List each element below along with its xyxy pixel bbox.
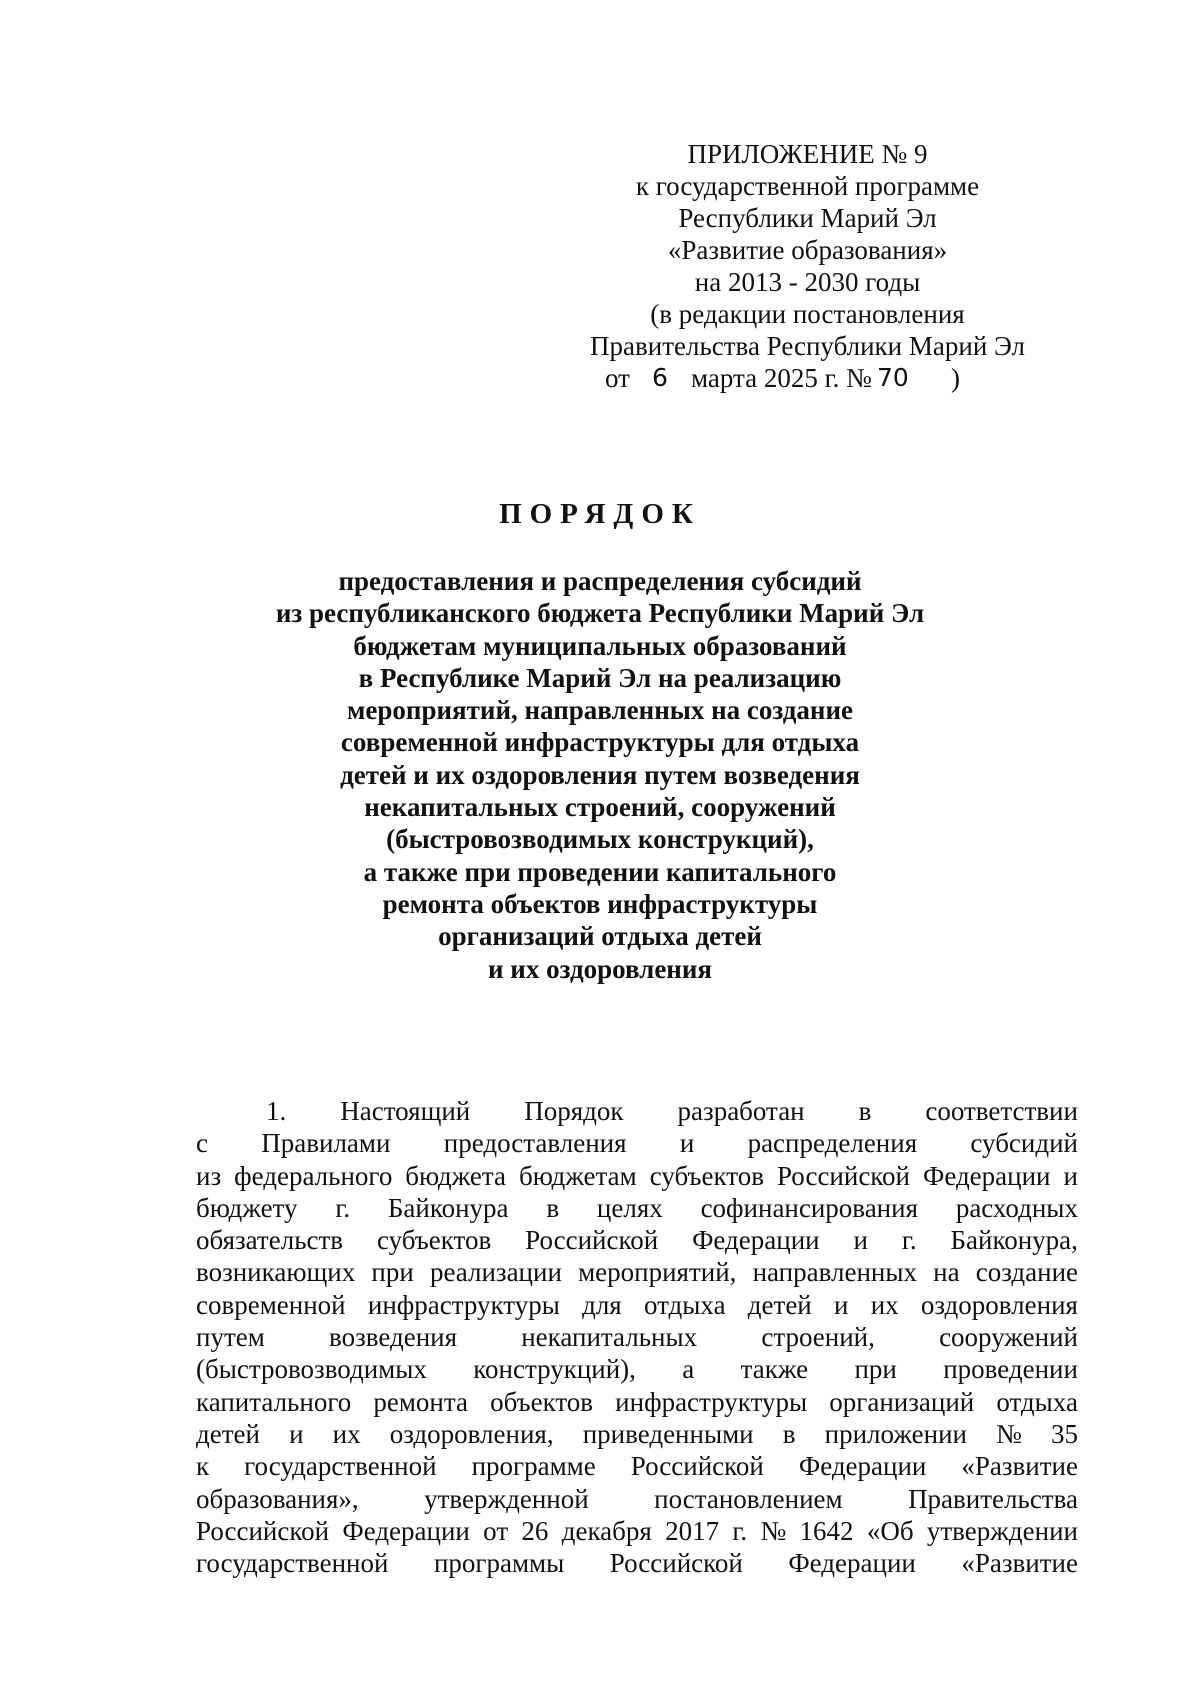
body-word: Федерации <box>922 1160 1051 1191</box>
body-word: соответствии <box>925 1096 1078 1126</box>
body-word: Порядок <box>524 1096 624 1126</box>
body-word: приведенными <box>582 1418 754 1449</box>
body-word: Российской <box>630 1451 764 1482</box>
subtitle-line: современной инфраструктуры для отдыха <box>340 727 860 758</box>
subtitle-line: (быстровозводимых конструкций), <box>386 824 814 855</box>
body-word: г. <box>335 1192 351 1223</box>
body-word: программе <box>471 1451 596 1482</box>
body-word: направленных <box>752 1257 917 1288</box>
subtitle-line: а также при проведении капитального <box>363 856 837 887</box>
body-word: «Об <box>866 1515 914 1546</box>
body-word: при <box>371 1257 414 1288</box>
body-word: бюджетам <box>518 1160 637 1191</box>
body-word: инфраструктуры <box>367 1289 560 1320</box>
subtitle-line: ремонта объектов инфраструктуры <box>382 888 818 919</box>
body-word: приложении <box>824 1418 967 1449</box>
body-word: в <box>782 1418 796 1449</box>
body-word: (быстровозводимых <box>196 1354 427 1385</box>
body-word: оздоровления, <box>389 1418 554 1449</box>
appendix-date-line <box>555 362 1060 394</box>
subtitle-line: и их оздоровления <box>487 953 713 984</box>
body-word: субсидий <box>970 1128 1078 1159</box>
appendix-number: ПРИЛОЖЕНИЕ № 9 <box>687 139 928 169</box>
body-word: в <box>858 1096 872 1126</box>
body-word: Российской <box>196 1515 330 1546</box>
body-word: Российской <box>525 1225 659 1256</box>
appendix-line: Правительства Республики Марий Эл <box>590 331 1025 361</box>
body-word: сооружений <box>939 1322 1078 1353</box>
body-word: бюджета <box>405 1160 506 1191</box>
body-line <box>196 1224 1078 1256</box>
body-word: строений, <box>761 1322 875 1353</box>
date-day: 6 <box>652 363 668 392</box>
body-word: Правилами <box>261 1128 391 1159</box>
appendix-line: (в редакции постановления <box>650 299 965 329</box>
body-word: возникающих <box>196 1257 356 1288</box>
body-word: инфраструктуры <box>615 1386 808 1417</box>
body-word: разработан <box>677 1096 805 1126</box>
body-line <box>196 1160 1078 1192</box>
body-line <box>196 1127 1078 1159</box>
body-line <box>196 1450 1078 1482</box>
body-line <box>196 1321 1078 1353</box>
body-word: и <box>289 1418 304 1449</box>
body-line <box>196 1547 1078 1579</box>
body-word: утвержденной <box>424 1483 589 1514</box>
body-line <box>196 1095 1078 1127</box>
body-word: на <box>933 1257 960 1288</box>
body-line <box>196 1353 1078 1385</box>
body-word: детей <box>196 1418 260 1449</box>
body-word: из <box>196 1160 222 1191</box>
body-word: проведении <box>943 1354 1078 1385</box>
body-word: целях <box>596 1192 663 1223</box>
body-word: Федерации <box>342 1515 470 1546</box>
body-word: возведения <box>329 1322 458 1353</box>
body-word: конструкций), <box>473 1354 636 1385</box>
body-word: г. <box>901 1225 917 1256</box>
appendix-header <box>555 138 1060 394</box>
body-word: программы <box>433 1548 565 1579</box>
appendix-line: «Развитие образования» <box>667 235 948 265</box>
body-word: 1642 <box>799 1515 854 1546</box>
body-word: от <box>483 1515 509 1546</box>
subtitle-line: некапитальных строений, сооружений <box>364 792 836 823</box>
body-word: ремонта <box>373 1386 468 1417</box>
body-word: к <box>196 1451 210 1482</box>
body-word: и <box>834 1289 849 1320</box>
body-line <box>196 1483 1078 1515</box>
body-word: Байконура, <box>950 1225 1078 1256</box>
body-word: путем <box>196 1322 265 1353</box>
body-word: Федерации <box>798 1451 927 1482</box>
body-word: распределения <box>747 1128 918 1159</box>
document-title: ПОРЯДОК <box>499 498 701 530</box>
body-word: организаций <box>829 1386 975 1417</box>
body-word: софинансирования <box>700 1192 918 1223</box>
body-word: в <box>546 1192 560 1223</box>
date-suffix: ) <box>951 363 960 393</box>
body-word: отдыха <box>996 1386 1078 1417</box>
body-word: некапитальных <box>521 1322 698 1353</box>
body-word: реализации <box>429 1257 562 1288</box>
body-word: Федерации <box>692 1225 820 1256</box>
body-word: обязательств <box>196 1225 344 1256</box>
body-word: их <box>870 1289 899 1320</box>
body-word: с <box>196 1128 208 1159</box>
body-word: № <box>760 1515 787 1546</box>
date-text: марта 2025 г. № <box>691 363 872 393</box>
body-word: отдыха <box>643 1289 726 1320</box>
body-word: расходных <box>955 1192 1078 1223</box>
subtitle-line: организаций отдыха детей <box>438 921 762 952</box>
body-paragraph <box>196 1095 1078 1579</box>
body-word: Федерации <box>788 1548 916 1579</box>
body-word: № <box>996 1418 1022 1449</box>
body-line <box>196 1515 1078 1547</box>
body-word: детей <box>747 1289 812 1320</box>
appendix-line: к государственной программе <box>635 171 980 201</box>
body-word: а <box>682 1354 695 1385</box>
body-word: постановлением <box>654 1483 843 1514</box>
body-word: государственной <box>244 1451 437 1482</box>
body-word: современной <box>196 1289 346 1320</box>
body-word: объектов <box>490 1386 594 1417</box>
body-word: Настоящий <box>340 1096 471 1126</box>
appendix-line: Республики Марий Эл <box>678 203 937 233</box>
subtitle-line: мероприятий, направленных на создание <box>347 695 853 726</box>
body-word: оздоровления <box>920 1289 1078 1320</box>
body-word: федерального <box>234 1160 393 1191</box>
body-word: г. <box>732 1515 748 1546</box>
subtitle-line: бюджетам муниципальных образований <box>353 630 847 661</box>
body-word: и <box>1063 1160 1078 1191</box>
body-word: при <box>854 1354 897 1385</box>
body-word: и <box>679 1128 695 1159</box>
body-word: государственной <box>196 1548 389 1579</box>
body-word: бюджету <box>196 1192 298 1223</box>
body-word: создание <box>975 1257 1078 1288</box>
document-subtitle <box>200 565 1000 985</box>
body-word: Российской <box>609 1548 743 1579</box>
body-word: капитального <box>196 1386 352 1417</box>
body-word: 1. <box>266 1096 287 1126</box>
body-word: их <box>332 1418 361 1449</box>
subtitle-line: в Республике Марий Эл на реализацию <box>358 662 842 693</box>
body-word: «Развитие <box>961 1548 1078 1579</box>
body-line <box>196 1256 1078 1288</box>
body-line <box>196 1289 1078 1321</box>
body-word: субъектов <box>649 1160 764 1191</box>
body-line <box>196 1418 1078 1450</box>
body-word: 2017 <box>665 1515 720 1546</box>
body-word: предоставления <box>443 1128 627 1159</box>
body-word: декабря <box>561 1515 652 1546</box>
body-word: субъектов <box>376 1225 492 1256</box>
appendix-line: на 2013 - 2030 годы <box>694 267 921 297</box>
body-word: и <box>853 1225 868 1256</box>
body-word: Российской <box>776 1160 910 1191</box>
body-word: утверждении <box>926 1515 1078 1546</box>
body-word: также <box>740 1354 809 1385</box>
subtitle-line: детей и их оздоровления путем возведения <box>340 759 860 790</box>
body-word: Правительства <box>908 1483 1078 1514</box>
body-word: Байконура <box>387 1192 509 1223</box>
body-word: 35 <box>1051 1418 1078 1449</box>
body-line <box>196 1386 1078 1418</box>
subtitle-line: предоставления и распределения субсидий <box>338 566 862 596</box>
date-number: 70 <box>877 363 909 392</box>
body-word: для <box>582 1289 622 1320</box>
subtitle-line: из республиканского бюджета Республики Марий Эл <box>275 598 925 629</box>
body-word: мероприятий, <box>578 1257 737 1288</box>
date-prefix: от <box>605 363 630 393</box>
body-word: «Развитие <box>961 1451 1078 1482</box>
body-line <box>196 1192 1078 1224</box>
body-word: образования», <box>196 1483 359 1514</box>
body-word: 26 <box>521 1515 549 1546</box>
